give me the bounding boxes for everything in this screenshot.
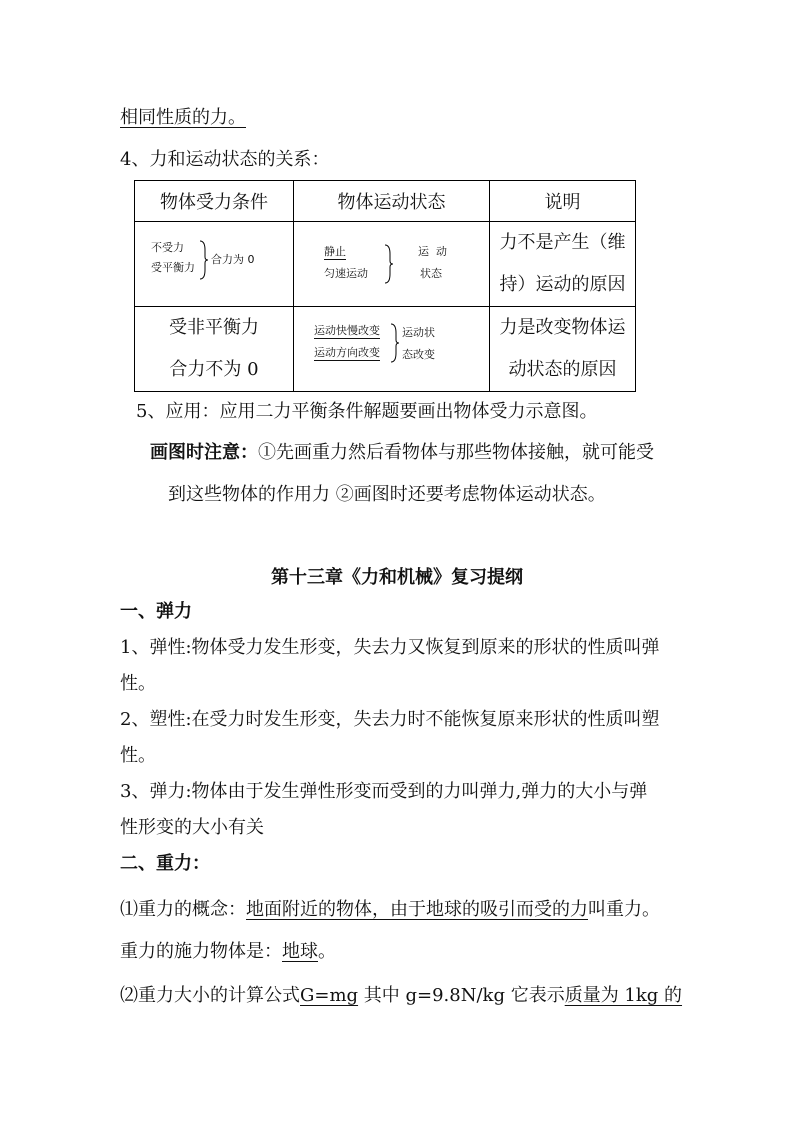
note-text: ①先画重力然后看物体与那些物体接触，就可能受 [258, 442, 654, 463]
chapter-title: 第十三章《力和机械》复习提纲 [271, 567, 523, 588]
paragraph-line [120, 898, 660, 922]
cond-text: 受非平衡力 [169, 317, 259, 338]
note-text: 力是改变物体运 [499, 317, 626, 338]
text-span: 叫重力。 [588, 899, 660, 920]
text-span: ⑵重力大小的计算公式 [120, 985, 300, 1006]
underlined-span: 地球 [282, 941, 318, 962]
paragraph-line: 1、弹性:物体受力发生形变，失去力又恢复到原来的形状的性质叫弹 [120, 637, 660, 658]
underlined-span: 地面附近的物体，由于地球的吸引而受的力 [246, 899, 588, 920]
section-heading: 一、弹力 [120, 601, 192, 622]
state-result: 态改变 [402, 348, 435, 361]
item-4-heading: 4、力和运动状态的关系： [120, 149, 330, 170]
cond-text: 受平衡力 [151, 261, 195, 274]
drawing-note-line [150, 441, 654, 465]
brace-icon [390, 323, 400, 363]
table-header: 说明 [490, 181, 636, 222]
table-cell [135, 222, 294, 307]
state-result: 运动状 [402, 326, 435, 339]
note-label: 画图时注意： [150, 442, 258, 463]
paragraph-line: 性。 [120, 673, 156, 694]
underlined-span: 质量为 1kg 的 [564, 985, 683, 1006]
text-span: 其中 g=9.8N/kg 它表示 [358, 985, 565, 1006]
table-cell [490, 307, 636, 392]
paragraph-line: 相同性质的力。 [120, 107, 246, 128]
paragraph-line: 2、塑性:在受力时发生形变，失去力时不能恢复原来形状的性质叫塑 [120, 709, 660, 730]
cond-text: 不受力 [151, 241, 184, 254]
note-text: 持）运动的原因 [499, 274, 626, 295]
section-heading: 二、重力： [120, 853, 210, 874]
brace-icon [384, 244, 394, 284]
text-span: ⑴重力的概念： [120, 899, 246, 920]
paragraph-line: 性形变的大小有关 [120, 817, 264, 838]
paragraph-line: 性。 [120, 745, 156, 766]
table-header: 物体受力条件 [135, 181, 294, 222]
cond-text: 合力不为 0 [169, 359, 259, 380]
table-header: 物体运动状态 [294, 181, 490, 222]
note-text: 力不是产生（维 [499, 232, 626, 253]
table-cell [294, 307, 490, 392]
paragraph-line [120, 984, 682, 1008]
paragraph-line [120, 940, 336, 964]
underlined-span: G=mg [300, 985, 359, 1006]
item-5: 5、应用：应用二力平衡条件解题要画出物体受力示意图。 [136, 401, 598, 422]
state-result: 运 动 [418, 245, 447, 258]
paragraph-line: 3、弹力:物体由于发生弹性形变而受到的力叫弹力,弹力的大小与弹 [120, 781, 648, 802]
state-text: 匀速运动 [324, 267, 368, 280]
state-text: 静止 [324, 245, 346, 258]
table-cell [294, 222, 490, 307]
table-cell [490, 222, 636, 307]
state-text: 运动快慢改变 [314, 324, 380, 337]
state-text: 运动方向改变 [314, 346, 380, 359]
text-span: 。 [318, 941, 336, 962]
brace-icon [199, 240, 209, 280]
cond-result: 合力为 0 [211, 253, 255, 266]
state-result: 状态 [420, 267, 442, 280]
table-cell [135, 307, 294, 392]
note-text: 动状态的原因 [508, 359, 617, 380]
drawing-note-line-2: 到这些物体的作用力 ②画图时还要考虑物体运动状态。 [168, 484, 606, 505]
text-span: 重力的施力物体是： [120, 941, 282, 962]
force-motion-table [134, 180, 636, 392]
